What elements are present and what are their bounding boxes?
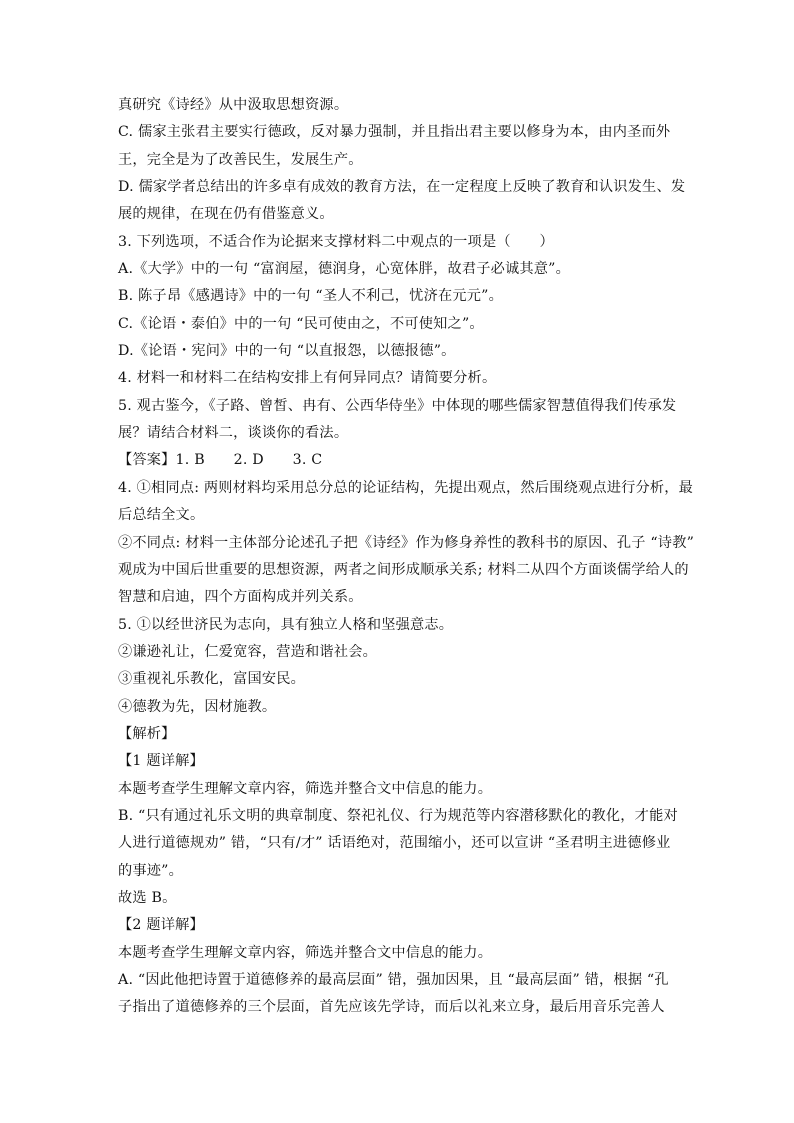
text-line: 展的规律，在现在仍有借鉴意义。 xyxy=(118,206,334,223)
text-line: ③重视礼乐教化，富国安民。 xyxy=(118,671,306,688)
option-d: D.《论语・宪问》中的一句 “以直报怨，以德报德”。 xyxy=(118,343,456,360)
option-b: B. 陈子昂《感遇诗》中的一句 “圣人不利己，忧济在元元”。 xyxy=(118,288,503,305)
answer-heading: 【答案】1. B 2. D 3. C xyxy=(118,452,323,469)
q2-detail-heading: 【2 题详解】 xyxy=(118,917,204,934)
question-4: 4. 材料一和材料二在结构安排上有何异同点？请简要分析。 xyxy=(118,370,497,387)
answer-4-line: 4. ①相同点: 两则材料均采用总分总的论证结构，先提出观点，然后围绕观点进行分析，最 xyxy=(118,479,694,496)
option-c: C.《论语・泰伯》中的一句 “民可使由之，不可使知之”。 xyxy=(118,315,484,332)
analysis-heading: 【解析】 xyxy=(118,725,176,742)
text-line: 本题考查学生理解文章内容，筛选并整合文中信息的能力。 xyxy=(118,780,493,797)
text-line: 观成为中国后世重要的思想资源，两者之间形成顺承关系; 材料二从四个方面谈儒学给人的 xyxy=(118,561,689,578)
question-3: 3. 下列选项，不适合作为论据来支撑材料二中观点的一项是（ ） xyxy=(118,233,554,250)
text-line: C. 儒家主张君主要实行德政，反对暴力强制，并且指出君主要以修身为本，由内圣而外 xyxy=(118,124,671,141)
text-line: 人进行道德规劝” 错，“只有/才” 话语绝对，范围缩小，还可以宣讲 “圣君明主进德修业 xyxy=(118,835,671,852)
text-line: 后总结全文。 xyxy=(118,507,205,524)
option-a: A.《大学》中的一句 “富润屋，德润身，心宽体胖，故君子必诚其意”。 xyxy=(118,261,571,278)
text-line: 展？请结合材料二，谈谈你的看法。 xyxy=(118,425,349,442)
text-line: 王，完全是为了改善民生，发展生产。 xyxy=(118,151,363,168)
text-line: A. “因此他把诗置于道德修养的最高层面” 错，强加因果，且 “最高层面” 错，根据 “孔 xyxy=(118,972,669,988)
text-line: 子指出了道德修养的三个层面，首先应该先学诗，而后以礼来立身，最后用音乐完善人 xyxy=(118,999,665,1016)
question-5: 5. 观古鉴今，《子路、曾皙、冉有、公西华侍坐》中体现的哪些儒家智慧值得我们传承发 xyxy=(118,397,677,414)
text-line: ②谦逊礼让，仁爱宽容，营造和谐社会。 xyxy=(118,643,377,660)
document-body xyxy=(118,92,695,1022)
q1-detail-heading: 【1 题详解】 xyxy=(118,753,204,770)
answer-5-line: 5. ①以经世济民为志向，具有独立人格和坚强意志。 xyxy=(118,616,454,633)
text-line: ②不同点: 材料一主体部分论述孔子把《诗经》作为修身养性的教科书的原因、孔子 “诗教” xyxy=(118,534,695,551)
text-line: D. 儒家学者总结出的许多卓有成效的教育方法，在一定程度上反映了教育和认识发生、发 xyxy=(118,179,686,196)
text-line: B. “只有通过礼乐文明的典章制度、祭祀礼仪、行为规范等内容潜移默化的教化，才能对 xyxy=(118,807,678,824)
text-line: 的事迹”。 xyxy=(118,862,184,879)
text-line: 故选 B。 xyxy=(118,889,177,906)
text-line: 真研究《诗经》从中汲取思想资源。 xyxy=(118,97,349,113)
text-line: ④德教为先，因材施教。 xyxy=(118,698,277,715)
text-line: 智慧和启迪，四个方面构成并列关系。 xyxy=(118,589,363,606)
text-line: 本题考查学生理解文章内容，筛选并整合文中信息的能力。 xyxy=(118,944,493,961)
